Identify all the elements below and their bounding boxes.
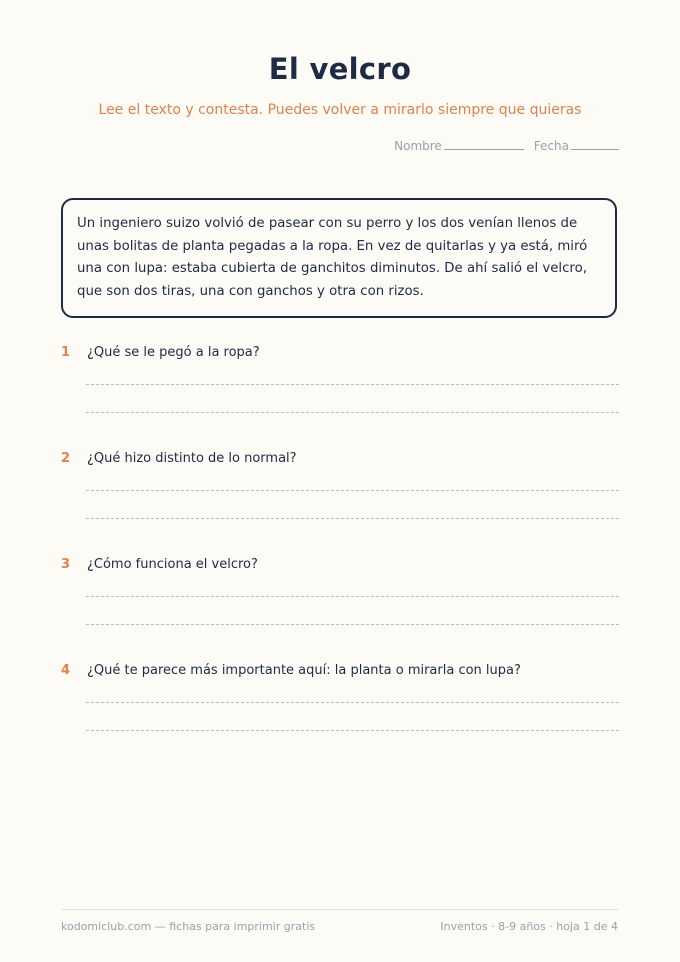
question-number: 4 (61, 663, 71, 678)
name-label: Nombre (394, 139, 442, 153)
question-4 (61, 663, 619, 731)
answer-line[interactable] (86, 412, 619, 413)
question-1 (61, 345, 619, 413)
question-text: ¿Qué se le pegó a la ropa? (87, 345, 260, 360)
footer-site-credit: kodomiclub.com — fichas para imprimir gratis (61, 920, 316, 933)
name-blank-line[interactable] (444, 148, 524, 150)
question-text: ¿Qué te parece más importante aquí: la planta o mirarla con lupa? (87, 663, 521, 678)
answer-line[interactable] (86, 702, 619, 703)
reading-passage-box (61, 198, 617, 318)
answer-line[interactable] (86, 624, 619, 625)
page-title: El velcro (268, 52, 412, 86)
question-text: ¿Cómo funciona el velcro? (87, 557, 258, 572)
answer-line[interactable] (86, 490, 619, 491)
date-label: Fecha (533, 139, 569, 153)
question-2 (61, 451, 619, 519)
reading-passage-text: Un ingeniero suizo volvió de pasear con su perro y los dos venían llenos de unas bolitas de planta pegadas a la ropa. En vez de quitarlas y ya está, miró una con lupa: estaba cubierta de ganchitos diminutos. De ahí salió el velcro, que son dos tiras, una con ganchos y otra con rizos. (77, 216, 588, 299)
question-number: 3 (61, 557, 71, 572)
answer-line[interactable] (86, 518, 619, 519)
question-3 (61, 557, 619, 625)
page-subtitle: Lee el texto y contesta. Puedes volver a mirarlo siempre que quieras (98, 102, 582, 118)
answer-line[interactable] (86, 596, 619, 597)
question-text: ¿Qué hizo distinto de lo normal? (87, 451, 297, 466)
name-date-fields (394, 139, 619, 153)
answer-line[interactable] (86, 384, 619, 385)
footer-page-info: Inventos · 8-9 años · hoja 1 de 4 (440, 920, 618, 933)
question-number: 2 (61, 451, 71, 466)
question-number: 1 (61, 345, 71, 360)
footer-divider (61, 909, 619, 910)
date-blank-line[interactable] (571, 148, 619, 150)
answer-line[interactable] (86, 730, 619, 731)
